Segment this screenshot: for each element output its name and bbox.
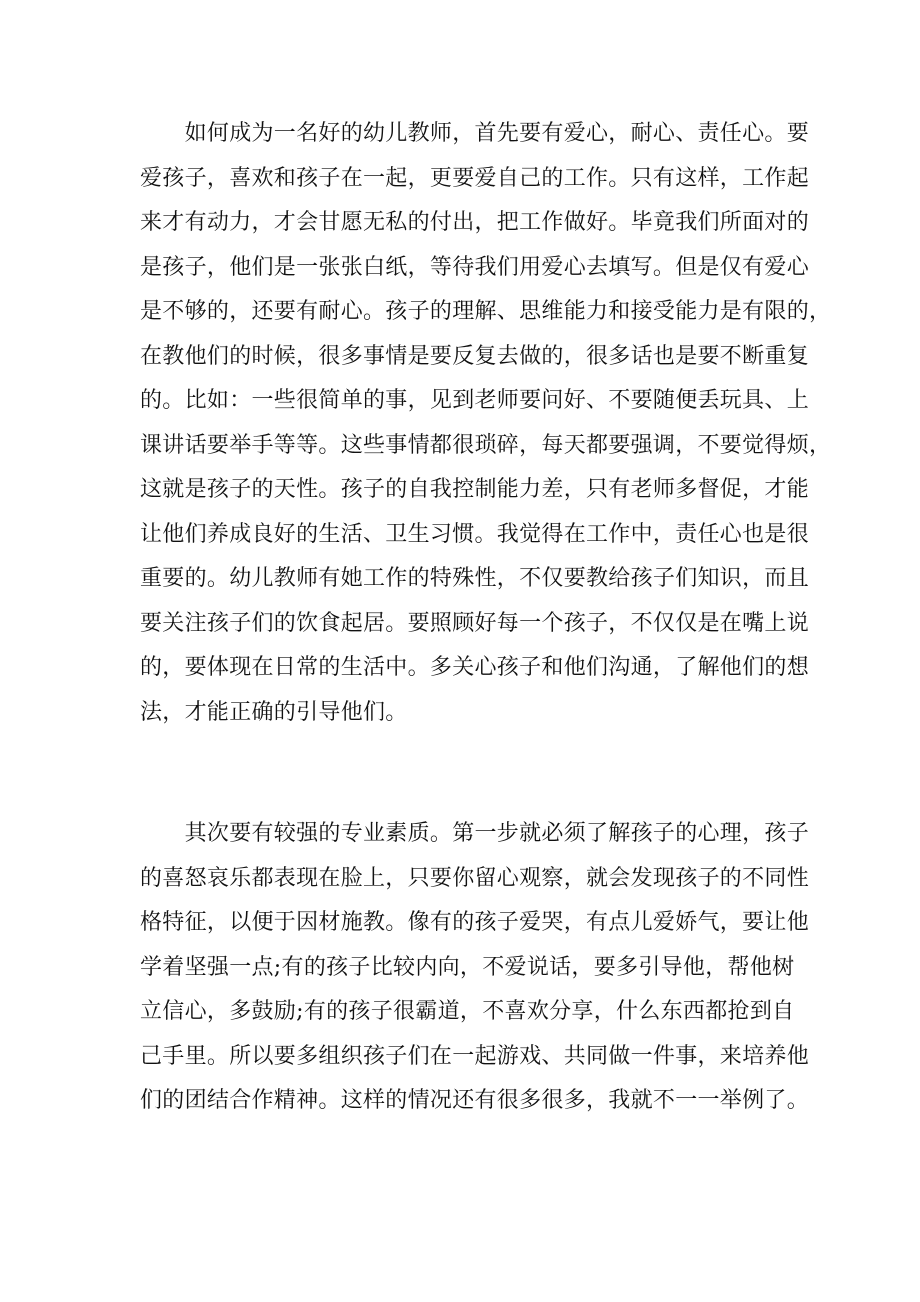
paragraph-line: 课讲话要举手等等。这些事情都很琐碎，每天都要强调，不要觉得烦， [140, 432, 832, 458]
paragraph-line: 学着坚强一点;有的孩子比较内向，不爱说话，要多引导他，帮他树 [140, 954, 795, 980]
paragraph-line: 爱孩子，喜欢和孩子在一起，更要爱自己的工作。只有这样，工作起 [140, 165, 810, 191]
paragraph-line: 让他们养成良好的生活、卫生习惯。我觉得在工作中，责任心也是很 [140, 521, 810, 547]
paragraph-line: 是不够的，还要有耐心。孩子的理解、思维能力和接受能力是有限的， [140, 299, 832, 324]
paragraph-line: 在教他们的时候，很多事情是要反复去做的，很多话也是要不断重复 [140, 343, 810, 369]
paragraph-1 [140, 112, 832, 735]
paragraph-line: 的，要体现在日常的生活中。多关心孩子和他们沟通，了解他们的想 [140, 655, 810, 680]
paragraph-2 [140, 812, 810, 1124]
paragraph-line: 这就是孩子的天性。孩子的自我控制能力差，只有老师多督促，才能 [140, 477, 810, 502]
paragraph-line: 法，才能正确的引导他们。 [140, 699, 408, 725]
paragraph-line: 的。比如：一些很简单的事，见到老师要问好、不要随便丢玩具、上 [140, 388, 810, 413]
paragraph-line: 格特征，以便于因材施教。像有的孩子爱哭，有点儿爱娇气，要让他 [140, 910, 810, 935]
paragraph-line: 们的团结合作精神。这样的情况还有很多很多，我就不一一举例了。 [140, 1088, 810, 1113]
paragraph-line: 其次要有较强的专业素质。第一步就必须了解孩子的心理，孩子 [140, 821, 810, 846]
paragraph-line: 要关注孩子们的饮食起居。要照顾好每一个孩子，不仅仅是在嘴上说 [140, 610, 810, 636]
paragraph-line: 的喜怒哀乐都表现在脸上，只要你留心观察，就会发现孩子的不同性 [140, 865, 810, 891]
paragraph-line: 己手里。所以要多组织孩子们在一起游戏、共同做一件事，来培养他 [140, 1043, 810, 1069]
paragraph-line: 立信心，多鼓励;有的孩子很霸道，不喜欢分享，什么东西都抢到自 [140, 999, 795, 1024]
paragraph-line: 是孩子，他们是一张张白纸，等待我们用爱心去填写。但是仅有爱心 [140, 254, 810, 280]
paragraph-line: 重要的。幼儿教师有她工作的特殊性，不仅要教给孩子们知识，而且 [140, 566, 810, 591]
paragraph-line: 如何成为一名好的幼儿教师，首先要有爱心，耐心、责任心。要 [140, 121, 810, 146]
paragraph-line: 来才有动力，才会甘愿无私的付出，把工作做好。毕竟我们所面对的 [140, 210, 810, 235]
